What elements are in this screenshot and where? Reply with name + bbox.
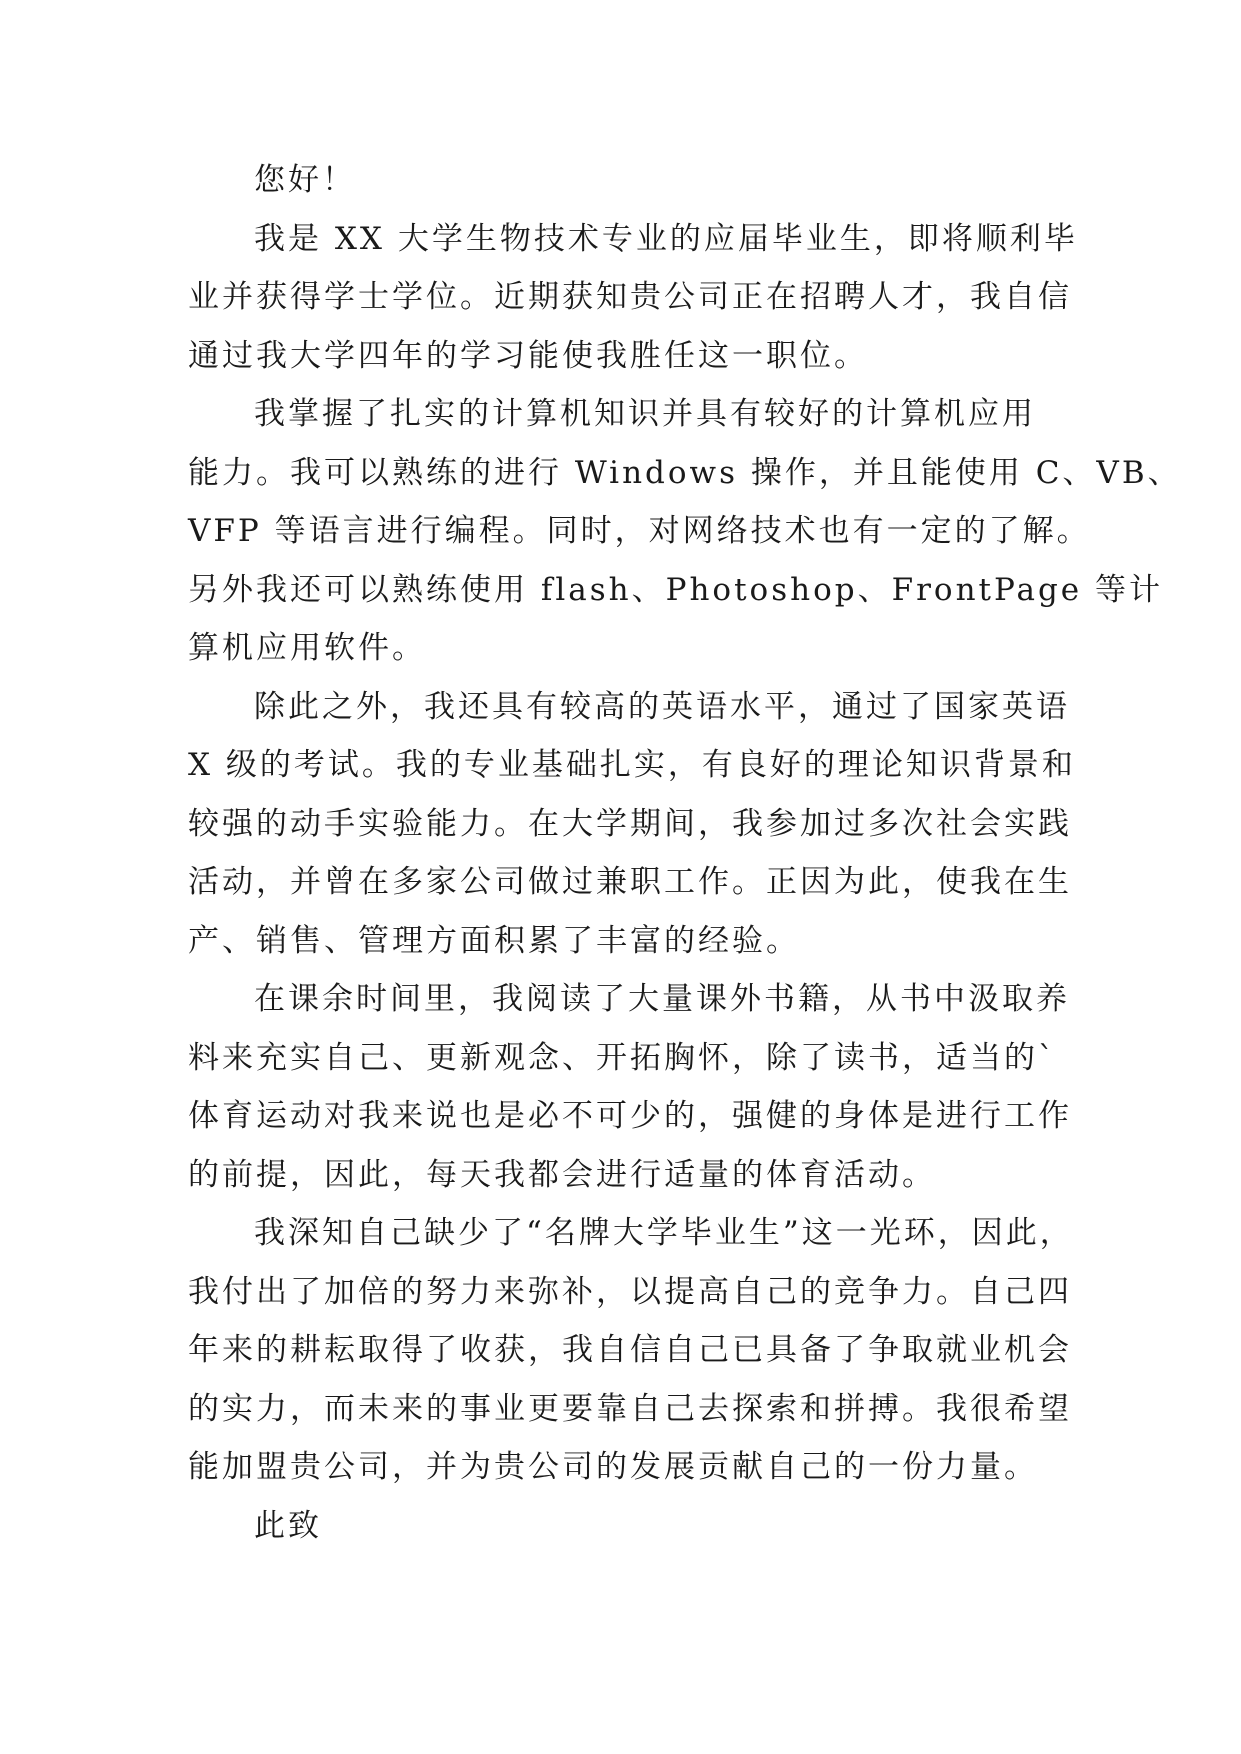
paragraph-line: 除此之外，我还具有较高的英语水平，通过了国家英语 <box>254 688 1070 725</box>
paragraph-line: 业并获得学士学位。近期获知贵公司正在招聘人才，我自信 <box>188 279 1072 315</box>
paragraph-line: 通过我大学四年的学习能使我胜任这一职位。 <box>188 337 868 374</box>
paragraph-line: 产、销售、管理方面积累了丰富的经验。 <box>188 922 800 959</box>
paragraph-line: 料来充实自己、更新观念、开拓胸怀，除了读书，适当的` <box>188 1039 1057 1076</box>
paragraph-line: 的实力，而未来的事业更要靠自己去探索和拼搏。我很希望 <box>188 1390 1072 1427</box>
cover-letter-body <box>188 151 1182 1555</box>
paragraph-line: 体育运动对我来说也是必不可少的，强健的身体是进行工作 <box>188 1098 1072 1134</box>
paragraph-education <box>188 210 1078 386</box>
paragraph-line: 我深知自己缺少了“名牌大学毕业生”这一光环，因此， <box>254 1215 1074 1251</box>
closing: 此致 <box>254 1507 322 1544</box>
paragraph-line: 另外我还可以熟练使用 flash、Photoshop、FrontPage 等计 <box>188 571 1163 608</box>
paragraph-motivation <box>188 1204 1074 1497</box>
paragraph-line: 我付出了加倍的努力来弥补，以提高自己的竞争力。自己四 <box>188 1273 1072 1310</box>
paragraph-line: 的前提，因此，每天我都会进行适量的体育活动。 <box>188 1156 936 1193</box>
paragraph-reading-sports <box>188 970 1072 1204</box>
paragraph-english-experience <box>188 678 1076 971</box>
paragraph-line: 我是 XX 大学生物技术专业的应届毕业生，即将顺利毕 <box>254 220 1078 257</box>
paragraph-line: 在课余时间里，我阅读了大量课外书籍，从书中汲取养 <box>254 981 1070 1017</box>
paragraph-line: 年来的耕耘取得了收获，我自信自己已具备了争取就业机会 <box>188 1332 1072 1368</box>
paragraph-line: VFP 等语言进行编程。同时，对网络技术也有一定的了解。 <box>188 513 1091 549</box>
paragraph-line: 较强的动手实验能力。在大学期间，我参加过多次社会实践 <box>188 805 1072 842</box>
paragraph-line: 能力。我可以熟练的进行 Windows 操作，并且能使用 C、VB、 <box>188 454 1182 491</box>
paragraph-line: 能加盟贵公司，并为贵公司的发展贡献自己的一份力量。 <box>188 1449 1038 1485</box>
paragraph-computer-skills <box>188 385 1182 678</box>
paragraph-line: 我掌握了扎实的计算机知识并具有较好的计算机应用 <box>254 396 1036 432</box>
paragraph-line: 活动，并曾在多家公司做过兼职工作。正因为此，使我在生 <box>188 864 1072 900</box>
paragraph-line: 算机应用软件。 <box>188 630 426 666</box>
greeting: 您好！ <box>254 162 356 198</box>
paragraph-line: X 级的考试。我的专业基础扎实，有良好的理论知识背景和 <box>188 747 1076 783</box>
